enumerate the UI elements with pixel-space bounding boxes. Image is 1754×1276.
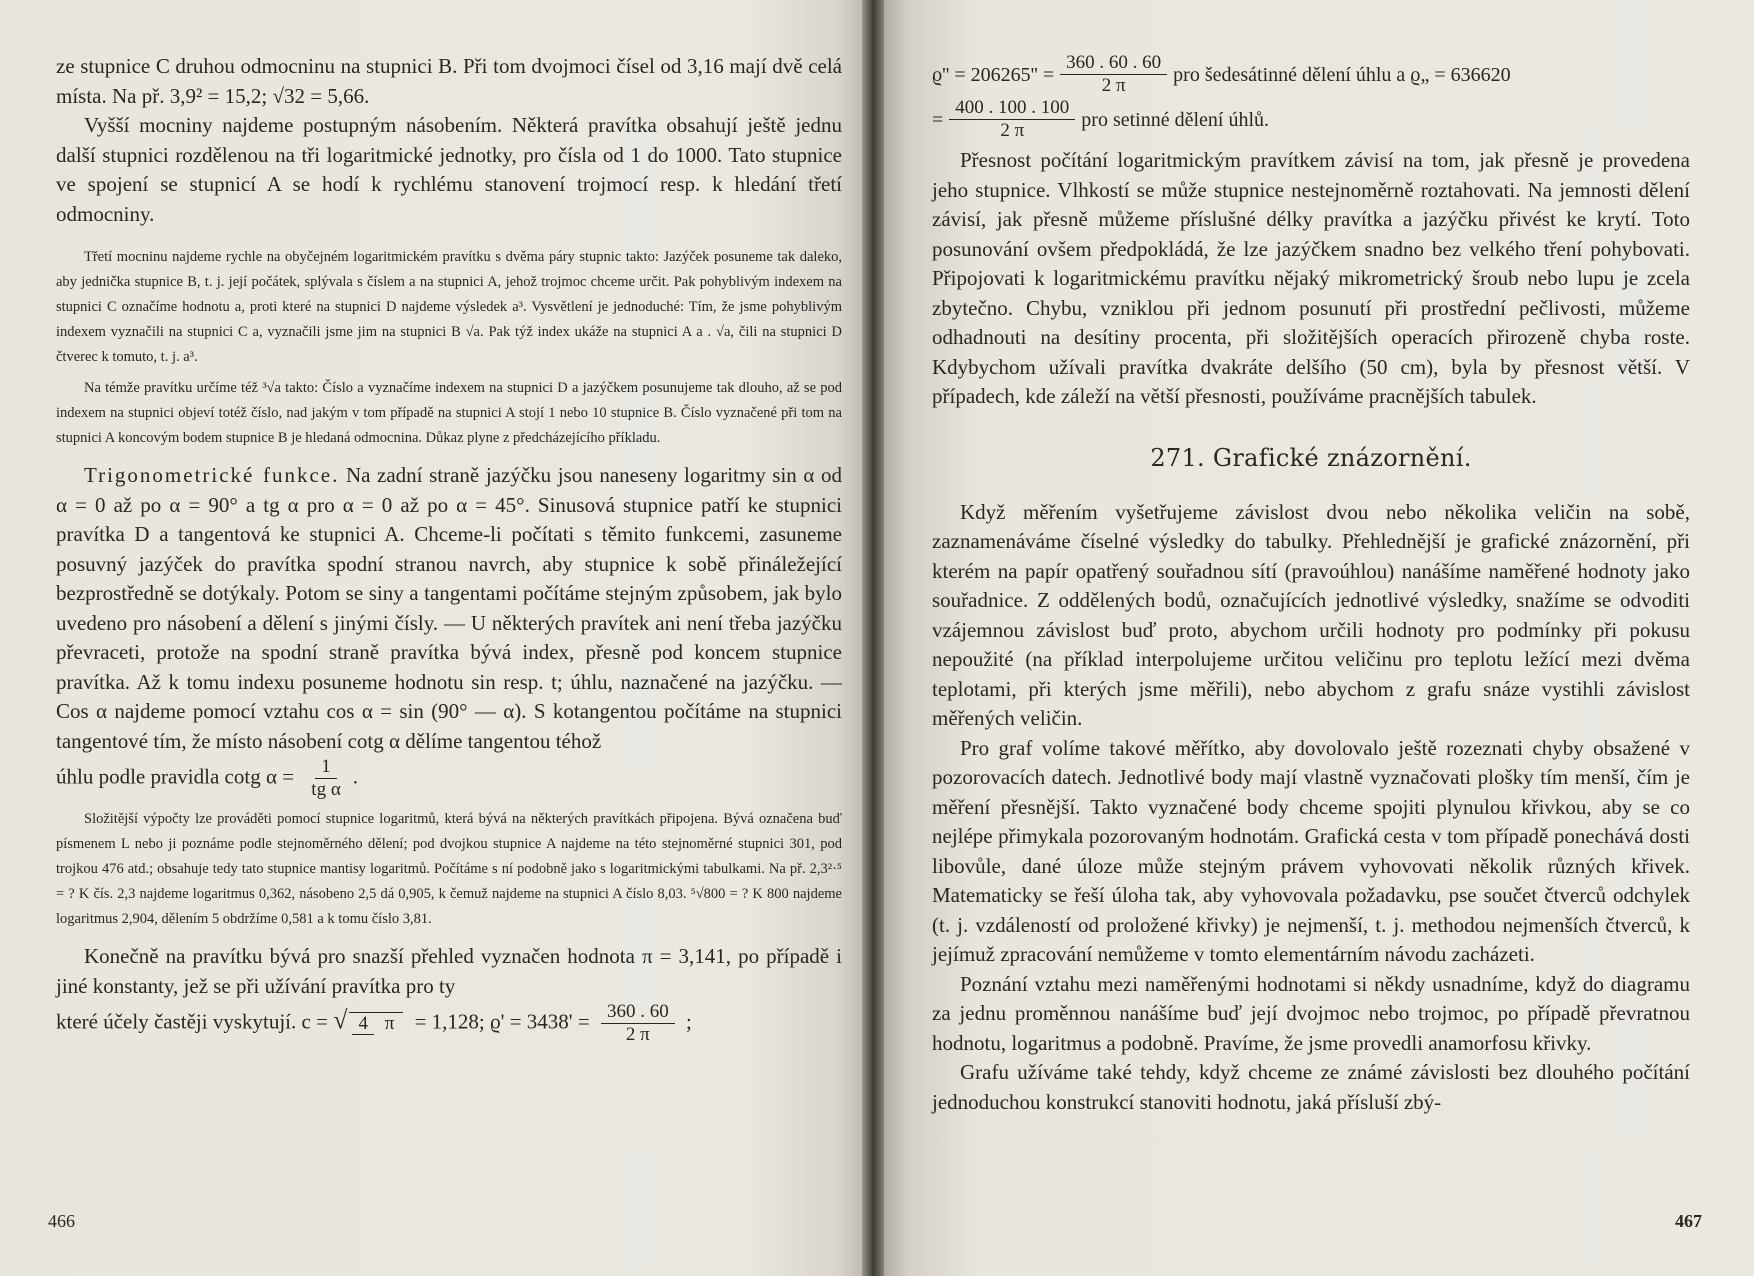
fraction-numerator: 360 . 60 . 60 — [1060, 52, 1167, 75]
left-page — [0, 0, 872, 1276]
equation-text: úhlu podle pravidla cotg α = — [56, 764, 295, 789]
equation-block — [932, 52, 1690, 142]
equation-text: = 1,128; ϱ' = 3438' = — [414, 1009, 590, 1034]
fraction-denominator: 2 π — [1101, 75, 1126, 96]
section-heading: 271. Grafické znázornění. — [1150, 443, 1472, 472]
paragraph: Konečně na pravítku bývá pro snazší přehled vyznačen hodnota π = 3,141, po případě i jiné konstanty, jež se při užívání pravítka pro ty — [56, 944, 842, 998]
fraction — [949, 97, 1075, 142]
right-page — [872, 0, 1754, 1276]
equation-line: které účely častěji vyskytují. c = √ 4 π = 1,128; ϱ' = 3438' = $\frac{360 . 60}{2 \pi}$ ; — [56, 1001, 692, 1045]
fraction-denominator: π — [384, 1013, 395, 1034]
paragraph: Když měřením vyšetřujeme závislost dvou nebo několika veličin na sobě, zaznamenáváme číselné výsledky do tabulky. Přehlednější je grafické znázornění, při kterém na papír opatřený souřadnou sítí (pravoúhlou) nanášíme naměřené hodnoty jako souřadnice. Z oddělených bodů, označujících jednotlivé výsledky, snažíme se odvoditi vzájemnou závislost buď proto, abychom určili hodnoty pro podmínky při pokusu nepoužité (na příklad interpolujeme určitou veličinu pro teplotu ležící mezi dvěma teplotami, při kterých jsme měřili), nebo abychom z grafu snáze vystihli závislost měřených veličin. — [932, 499, 1690, 730]
equation-text: ; — [685, 1009, 692, 1034]
gutter — [862, 0, 884, 1276]
page-number: 466 — [48, 1211, 75, 1231]
equation-row — [932, 97, 1690, 142]
small-print-paragraph: Složitější výpočty lze prováděti pomocí stupnice logaritmů, která bývá na některých pravítkách připojena. Bývá označena buď písmenem L nebo ji poznáme podle stejnoměrného dělení; pod dvojkou stupnice A najdeme na této stejnoměrné stupnici 301, pod trojkou 476 atd.; obsahuje tedy tato stupnice mantisy logaritmů. Počítáme s ní podobně jako s logaritmickými tabulkami. Na př. 2,3²·⁵ = ? K čís. 2,3 najdeme logaritmus 0,362, násobeno 2,5 dá 0,905, k čemuž najdeme na stupnici A číslo 8,03. ⁵√800 = ? K 800 najdeme logaritmus 2,904, dělením 5 obdržíme 0,581 a k tomu číslo 3,81. — [56, 811, 842, 927]
paragraph: ze stupnice C druhou odmocninu na stupnici B. Při tom dvojmoci čísel od 3,16 mají dvě celá místa. Na př. 3,9² = 15,2; √32 = 5,66. — [56, 54, 842, 108]
page-number: 467 — [1675, 1211, 1702, 1231]
small-print-paragraph: Na témže pravítku určíme též ³√a takto: Číslo a vyznačíme indexem na stupnici D a jazýčkem posunujeme tak dlouho, až se pod indexem na stupnici objeví totéž číslo, nad jakým v tom případě na stupnici A stojí 1 nebo 10 stupnice B. Číslo vyznačené při tom na stupnici A koncovým bodem stupnice B je hledaná odmocnina. Důkaz plyne z předcházejícího příkladu. — [56, 380, 842, 446]
fraction-denominator: tg α — [311, 779, 341, 800]
paragraph: Poznání vztahu mezi naměřenými hodnotami si někdy usnadníme, když do diagramu za jednu proměnnou nanášíme buď její dvojmoc nebo trojmoc, po případě převratnou hodnotu, logaritmus a podobně. Pravíme, že jsme provedli anamorfosu křivky. — [932, 971, 1690, 1055]
fraction-denominator: 2 π — [1000, 120, 1025, 141]
paragraph — [56, 461, 842, 756]
fraction — [305, 756, 346, 801]
paragraph: Grafu užíváme také tehdy, když chceme ze známé závislosti bez dlouhého počítání jednoduchou konstrukcí stanoviti hodnotu, jaká přísluší zbý- — [932, 1060, 1690, 1114]
paragraph-text: Na zadní straně jazýčku jsou naneseny logaritmy sin α od α = 0 až po α = 90° a tg α pro α = 0 až po α = 45°. Sinusová stupnice patří ke stupnici pravítka D a tangentová ke stupnici A. Chceme-li počítati s těmito funkcemi, zasuneme posuvný jazýček do pravítka spodní stranou navrch, aby stupnice k sobě přináležející bezprostředně se dotýkaly. Potom se siny a tangentami počítáme stejným způsobem, jak bylo uvedeno pro násobení a dělení s jinými čísly. — U některých pravítek ani není třeba jazýčku převraceti, protože na spodní straně pravítka bývá index, přesně pod koncem stupnice pravítka. Až k tomu indexu posuneme hodnotu sin resp. t; úhlu, naznačené na jazýčku. — Cos α najdeme pomocí vztahu cos α = sin (90° — α). S kotangentou počítáme na stupnici tangentové tím, že místo násobení cotg α dělíme tangentou téhož — [56, 463, 842, 753]
fraction-numerator: 1 — [315, 756, 337, 779]
fraction-numerator: 4 — [352, 1013, 374, 1035]
equation-row — [932, 52, 1690, 97]
paragraph: Pro graf volíme takové měřítko, aby dovolovalo ještě rozeznati chyby obsažené v pozorovacích datech. Jednotlivé body mají vlastně vyznačovati plošky tím menší, čím je měření přesnější. Takto vyznačené body chceme spojiti plynulou křivkou, aby se co nejlépe přimykala pozorovaným hodnotám. Grafická cesta v tom případě ponechává dosti libovůle, dané úloze může stejným právem vyhovovati několik různých křivek. Matematicky se řeší úloha tak, aby vyhovovala požadavku, pse součet čtverců odchylek (t. j. vzdáleností od proložené křivky) je nejmenší, t. j. methodou nejmenších čtverců, k jejímuž zpracování nemůžeme v tomto elementárním návodu zacházeti. — [932, 735, 1690, 966]
equation-text: které účely častěji vyskytují. c = — [56, 1009, 328, 1034]
equation-text: pro setinné dělení úhlů. — [1081, 108, 1270, 131]
equation-text: = — [932, 108, 944, 131]
equation-line: úhlu podle pravidla cotg α = $\frac{1}{\text{tg α}}$ . — [56, 756, 359, 800]
fraction-numerator: 400 . 100 . 100 — [949, 97, 1075, 120]
small-print-paragraph: Třetí mocninu najdeme rychle na obyčejném logaritmickém pravítku s dvěma páry stupnic takto: Jazýček posuneme tak daleko, aby jednička stupnice B, t. j. její počátek, splývala s číslem a na stupnici A, jehož trojmoc chceme určit. Pak pohyblivým indexem na stupnici C označíme hodnotu a, proti které na stupnici D najdeme výsledek a³. Vysvětlení je jednoduché: Tím, že jsme pohyblivým indexem vyznačili na stupnici C a, vyznačili jsme jim na stupnici B √a. Pak týž index ukáže na stupnici A a . √a, čili na stupnici D čtverec k tomuto, t. j. a³. — [56, 249, 842, 365]
equation-text: ϱ'' = 206265'' = — [932, 63, 1055, 86]
equation-text: pro šedesátinné dělení úhlu a ϱ„ = 636620 — [1173, 63, 1511, 86]
fraction — [601, 1001, 675, 1046]
fraction-denominator: 2 π — [625, 1024, 650, 1045]
root-fraction — [349, 1012, 403, 1035]
paragraph: Přesnost počítání logaritmickým pravítkem závisí na tom, jak přesně je provedena jeho stupnice. Vlhkostí se může stupnice nestejnoměrně roztahovati. Na jemnosti dělení závisí, jak přesně můžeme příslušné délky pravítka a jazýčku přivést ke krytí. Toto posunování ovšem předpokládá, že lze jazýčkem snadno bez velkého tření pohybovati. Připojovati k logaritmickému pravítku nějaký mikrometrický šroub nebo lupu je zcela zbytečno. Chybu, vzniklou při jednom posunutí při prostřední pečlivosti, můžeme odhadnouti na desítiny procenta, při složitějších operacích přirozeně chyba roste. Kdybychom užívali pravítka dvakráte delšího (50 cm), byla by přesnost větší. V případech, kde záleží na větší přesnosti, používáme pracnějších tabulek. — [932, 148, 1690, 408]
fraction — [1060, 52, 1167, 97]
fraction-numerator: 360 . 60 — [601, 1001, 675, 1024]
paragraph: Vyšší mocniny najdeme postupným násobením. Některá pravítka obsahují ještě jednu další stupnici rozdělenou na tři logaritmické jednotky, pro čísla od 1 do 1000. Tato stupnice ve spojení se stupnicí A se hodí k rychlému stanovení trojmocí resp. k hledání třetí odmocniny. — [56, 113, 842, 226]
run-in-heading: Trigonometrické funkce. — [84, 463, 340, 487]
